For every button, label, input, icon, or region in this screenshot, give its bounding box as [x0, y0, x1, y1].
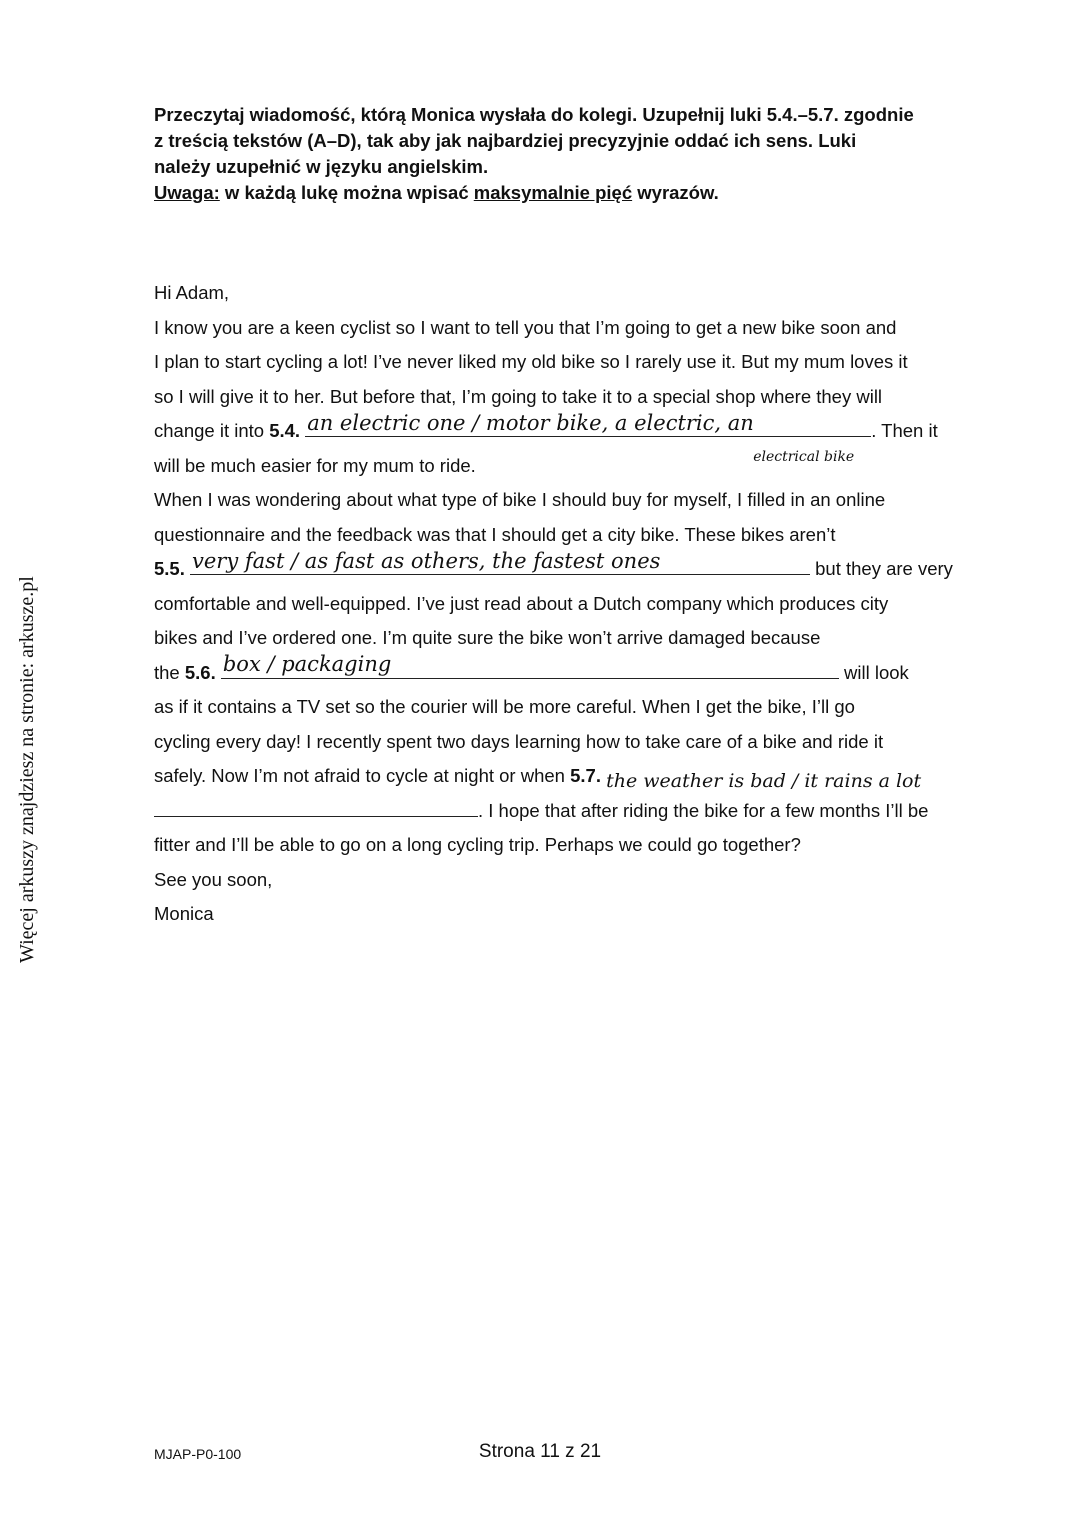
letter-text: will look [838, 661, 909, 683]
page-number: Strona 11 z 21 [478, 1441, 602, 1462]
letter-line: bikes and I’ve ordered one. I’m quite sure the bike won’t arrive damaged because [154, 627, 821, 648]
letter-line: fitter and I’ll be able to go on a long cycling trip. Perhaps we could go together? [154, 834, 801, 855]
task-instructions [154, 102, 994, 206]
letter-line: cycling every day! I recently spent two days learning how to take care of a bike and ride it [154, 730, 884, 752]
exam-code: MJAP-P0-100 [154, 1446, 242, 1462]
instructions-line: z treścią tekstów (A–D), tak aby jak najbardziej precyzyjnie oddać ich sens. Luki [154, 130, 857, 151]
letter-text: safely. Now I’m not afraid to cycle at night or when [154, 765, 571, 786]
letter-body [154, 276, 1014, 932]
note-text: wyrazów. [632, 182, 719, 203]
letter-line: When I was wondering about what type of bike I should buy for myself, I filled in an online [154, 489, 886, 510]
letter-text: change it into [154, 420, 270, 441]
letter-text: . Then it [871, 420, 938, 441]
instructions-line: Przeczytaj wiadomość, którą Monica wysłała do kolegi. Uzupełnij luki 5.4.–5.7. zgodnie [154, 104, 914, 125]
letter-signature: Monica [154, 903, 214, 924]
letter-text: but they are very [810, 558, 953, 579]
letter-greeting: Hi Adam, [154, 282, 230, 303]
letter-line: will be much easier for my mum to ride. [154, 454, 476, 476]
gap-54-handwritten-answer: an electric one / motor bike, a electric, an [307, 410, 754, 435]
gap-57-field[interactable] [154, 796, 478, 817]
letter-line-gap-56 [154, 652, 1014, 691]
note-text: w każdą lukę można wpisać [219, 182, 474, 203]
letter-line: comfortable and well-equipped. I’ve just read about a Dutch company which produces city [154, 592, 889, 614]
gap-54-handwritten-extra: electrical bike [753, 449, 855, 465]
instructions-note [154, 180, 994, 206]
gap-57-handwritten-answer: the weather is bad / it rains a lot [606, 769, 922, 792]
letter-line: I know you are a keen cyclist so I want to tell you that I’m going to get a new bike soon and [154, 316, 897, 338]
letter-line: as if it contains a TV set so the courier will be more careful. When I get the bike, I’ll go [154, 696, 855, 717]
gap-label-55: 5.5. [154, 558, 185, 579]
letter-line: questionnaire and the feedback was that I should get a city bike. These bikes aren’t [154, 523, 836, 545]
letter-closing: See you soon, [154, 868, 273, 890]
gap-56-handwritten-answer: box / packaging [222, 652, 392, 676]
letter-line-gap-57-cont [154, 794, 1014, 829]
note-label: Uwaga: [154, 182, 220, 203]
gap-54-field[interactable] [305, 410, 871, 465]
side-watermark-text: Więcej arkuszy znajdziesz na stronie: arkusze.pl [16, 576, 38, 964]
letter-line: I plan to start cycling a lot! I’ve never liked my old bike so I rarely use it. But my mum loves it [154, 351, 908, 372]
letter-text: . I hope that after riding the bike for a few months I’ll be [478, 799, 929, 821]
letter-line: so I will give it to her. But before that, I’m going to take it to a special shop where they will [154, 385, 883, 407]
gap-label-56: 5.6. [184, 661, 216, 683]
gap-55-field[interactable] [190, 548, 810, 575]
instructions-line: należy uzupełnić w języku angielskim. [154, 156, 489, 177]
letter-text: the [154, 661, 185, 683]
letter-line-gap-57 [154, 759, 1014, 794]
letter-line-gap-55 [154, 548, 1014, 587]
gap-label-57: 5.7. [570, 765, 601, 786]
gap-56-field[interactable] [221, 652, 839, 679]
note-emphasis: maksymalnie pięć [473, 182, 633, 203]
gap-label-54: 5.4. [269, 420, 301, 441]
gap-55-handwritten-answer: very fast / as fast as others, the fastest ones [192, 548, 661, 573]
